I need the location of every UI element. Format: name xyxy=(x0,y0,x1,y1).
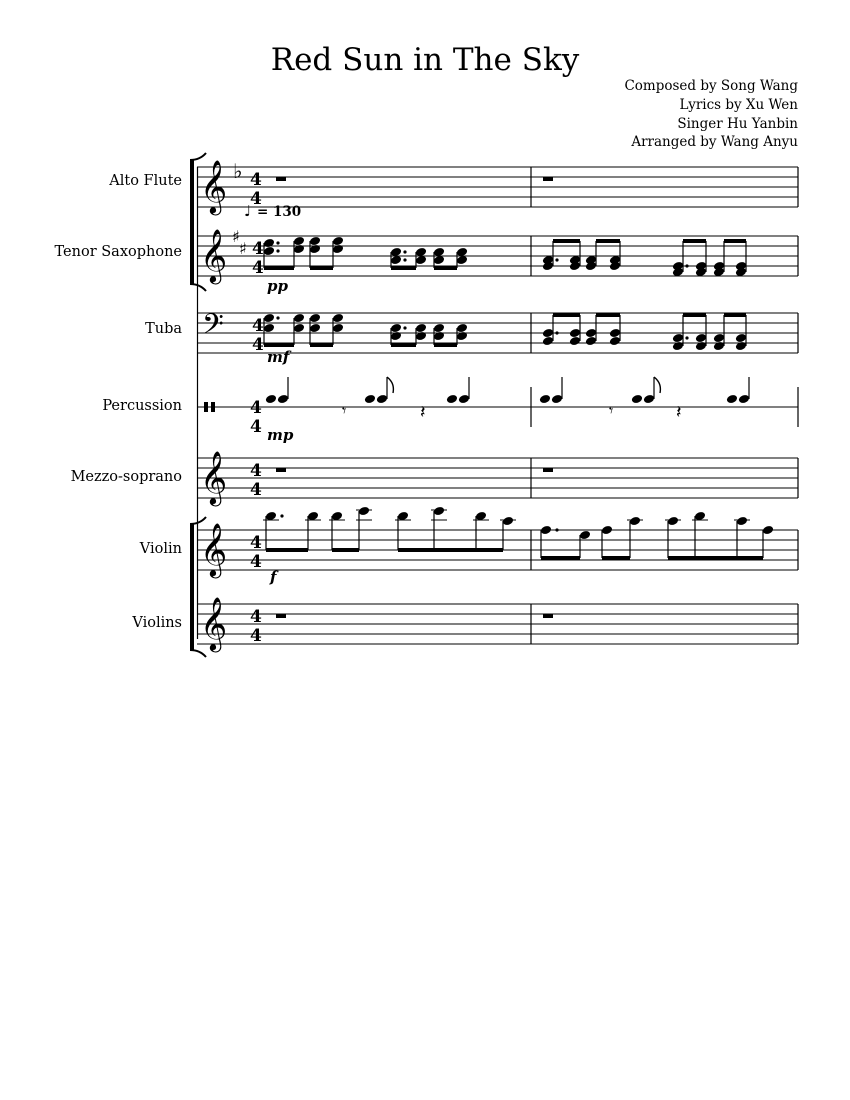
quarter-rest-icon: 𝄽 xyxy=(420,402,426,423)
time-signature-numerator: 4 xyxy=(250,461,262,481)
treble-clef-icon: 𝄞 xyxy=(200,450,228,504)
chord-notehead xyxy=(456,323,468,334)
chord-notehead xyxy=(390,323,402,334)
violin-notehead xyxy=(358,506,370,517)
flat-icon: ♭ xyxy=(233,159,243,183)
flag-icon xyxy=(654,377,660,393)
chord-notehead xyxy=(309,244,321,255)
treble-clef-icon: 𝄞 xyxy=(200,159,228,213)
time-signature-numerator: 4 xyxy=(250,533,262,553)
augmentation-dot xyxy=(276,241,279,244)
sharp-icon: ♯ xyxy=(232,227,240,246)
percussion-notehead xyxy=(265,394,277,405)
violin-notehead xyxy=(579,530,591,541)
chord-notehead xyxy=(293,236,305,247)
whole-rest xyxy=(276,177,286,181)
time-signature-denominator: 4 xyxy=(250,552,262,572)
treble-clef-icon: 𝄞 xyxy=(200,228,228,282)
whole-rest xyxy=(543,177,553,181)
chord-notehead xyxy=(332,323,344,334)
chord-notehead xyxy=(609,336,621,347)
whole-rest xyxy=(543,468,553,472)
arranger-credit: Arranged by Wang Anyu xyxy=(631,134,798,150)
chord-notehead xyxy=(293,313,305,324)
chord-notehead xyxy=(263,313,275,324)
augmentation-dot xyxy=(280,514,283,517)
chord-notehead xyxy=(542,336,554,347)
notes xyxy=(263,236,774,558)
singer-credit: Singer Hu Yanbin xyxy=(677,116,798,132)
chord-notehead xyxy=(263,246,275,257)
chord-notehead xyxy=(309,323,321,334)
chord-notehead xyxy=(569,328,581,339)
flag-icon xyxy=(387,377,393,393)
instrument-name-alto-flute: Alto Flute xyxy=(109,173,182,189)
chord-notehead xyxy=(332,236,344,247)
time-signature-numerator: 4 xyxy=(252,239,264,259)
whole-rest xyxy=(543,614,553,618)
augmentation-dot xyxy=(555,528,558,531)
chord-notehead xyxy=(456,331,468,342)
time-signature-numerator: 4 xyxy=(252,316,264,336)
chord-notehead xyxy=(713,333,725,344)
instrument-name-mezzo-soprano: Mezzo-soprano xyxy=(70,469,182,485)
chord-notehead xyxy=(309,313,321,324)
time-signature-numerator: 4 xyxy=(250,170,262,190)
chord-notehead xyxy=(332,244,344,255)
chord-notehead xyxy=(735,341,747,352)
chord-notehead xyxy=(609,328,621,339)
time-signature-denominator: 4 xyxy=(250,417,262,437)
chord-notehead xyxy=(695,333,707,344)
eighth-rest-icon: 𝄾 xyxy=(342,401,347,420)
violin-notehead xyxy=(502,516,514,527)
violin-notehead xyxy=(629,516,641,527)
violin-notehead xyxy=(433,506,445,517)
chord-notehead xyxy=(293,244,305,255)
sharp-icon: ♯ xyxy=(239,239,247,258)
dynamic-marking: f xyxy=(270,568,277,586)
dynamic-marking: mp xyxy=(267,426,294,444)
augmentation-dot xyxy=(276,316,279,319)
augmentation-dot xyxy=(555,331,558,334)
tempo-value: = 130 xyxy=(257,204,302,220)
whole-rest xyxy=(276,468,286,472)
bass-clef-icon: 𝄢 xyxy=(202,308,224,348)
chord-notehead xyxy=(713,341,725,352)
dynamic-marking: pp xyxy=(267,277,288,295)
lyricist-credit: Lyrics by Xu Wen xyxy=(679,97,798,113)
treble-clef-icon: 𝄞 xyxy=(200,522,228,576)
whole-rest xyxy=(276,614,286,618)
quarter-rest-icon: 𝄽 xyxy=(676,402,682,423)
violin-notehead xyxy=(736,516,748,527)
augmentation-dot xyxy=(403,250,406,253)
chord-notehead xyxy=(263,323,275,334)
chord-notehead xyxy=(735,333,747,344)
violin-notehead xyxy=(762,525,774,536)
percussion-notehead xyxy=(551,394,563,405)
score-title: Red Sun in The Sky xyxy=(270,42,580,78)
augmentation-dot xyxy=(685,264,688,267)
eighth-rest-icon: 𝄾 xyxy=(609,401,614,420)
violin-notehead xyxy=(540,525,552,536)
dynamic-marking: mf xyxy=(267,348,290,366)
instrument-name-violins: Violins xyxy=(132,615,182,631)
chord-notehead xyxy=(263,238,275,249)
chord-notehead xyxy=(433,331,445,342)
percussion-notehead xyxy=(631,394,643,405)
chord-notehead xyxy=(433,323,445,334)
augmentation-dot xyxy=(276,249,279,252)
instrument-name-percussion: Percussion xyxy=(102,398,182,414)
time-signature-numerator: 4 xyxy=(250,607,262,627)
violin-notehead xyxy=(601,525,613,536)
percussion-notehead xyxy=(376,394,388,405)
percussion-notehead xyxy=(364,394,376,405)
chord-notehead xyxy=(585,328,597,339)
violin-notehead xyxy=(667,516,679,527)
time-signature-numerator: 4 xyxy=(250,398,262,418)
time-signature-denominator: 4 xyxy=(252,335,264,355)
chord-notehead xyxy=(332,313,344,324)
chord-notehead xyxy=(415,323,427,334)
augmentation-dot xyxy=(403,258,406,261)
time-signature-denominator: 4 xyxy=(250,626,262,646)
augmentation-dot xyxy=(555,258,558,261)
time-signature-denominator: 4 xyxy=(252,258,264,278)
quarter-note-icon: ♩ xyxy=(244,202,252,220)
percussion-notehead xyxy=(643,394,655,405)
time-signature-denominator: 4 xyxy=(250,480,262,500)
percussion-notehead xyxy=(539,394,551,405)
chord-notehead xyxy=(695,341,707,352)
chord-notehead xyxy=(672,341,684,352)
treble-clef-icon: 𝄞 xyxy=(200,596,228,650)
chord-notehead xyxy=(415,331,427,342)
percussion-notehead xyxy=(458,394,470,405)
time-signature-denominator: 4 xyxy=(250,189,262,209)
percussion-notehead xyxy=(726,394,738,405)
augmentation-dot xyxy=(403,326,406,329)
augmentation-dot xyxy=(685,336,688,339)
instrument-name-tuba: Tuba xyxy=(145,321,182,337)
percussion-notehead xyxy=(738,394,750,405)
instrument-name-violin: Violin xyxy=(139,541,182,557)
composer-credit: Composed by Song Wang xyxy=(624,78,798,94)
percussion-notehead xyxy=(277,394,289,405)
barlines xyxy=(198,167,799,644)
chord-notehead xyxy=(585,336,597,347)
chord-notehead xyxy=(390,331,402,342)
instrument-name-tenor-saxophone: Tenor Saxophone xyxy=(54,244,182,260)
staff-lines xyxy=(197,167,798,644)
chord-notehead xyxy=(293,323,305,334)
chord-notehead xyxy=(542,328,554,339)
percussion-notehead xyxy=(446,394,458,405)
chord-notehead xyxy=(569,336,581,347)
chord-notehead xyxy=(672,333,684,344)
chord-notehead xyxy=(309,236,321,247)
